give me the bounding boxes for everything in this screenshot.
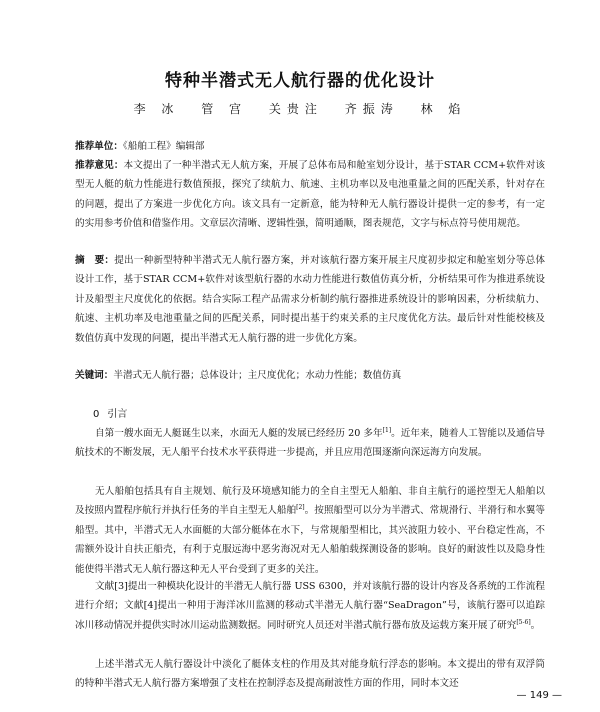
author-name: 齐振涛 [344,102,399,116]
author-name: 关贵注 [268,102,323,116]
paragraph-text: 。 [530,619,541,631]
section-title: 引言 [107,409,128,420]
body-paragraph-1 [75,424,545,463]
abstract-label: 摘 要： [75,255,115,266]
body-paragraph-2 [75,482,545,579]
author-name: 李 冰 [133,102,180,116]
recommend-unit-label: 推荐单位： [75,141,123,152]
recommend-opinion-label: 推荐意见： [75,160,124,171]
author-list [0,100,600,117]
recommend-unit [75,137,545,156]
abstract [75,251,545,348]
recommend-opinion [75,156,545,234]
paragraph-text: 上述半潜式无人航行器设计中淡化了艇体支柱的作用及其对能身航行浮态的影响。本文提出的带有双浮筒的特种半潜式无人航行器方案增强了支柱在控制浮态及提高耐波性方面的作用，同时本文还 [75,659,545,690]
body-paragraph-4 [75,655,545,694]
author-name: 管 宫 [201,102,248,116]
section-heading [93,405,127,420]
abstract-text: 提出一种新型特种半潜式无人航行器方案，并对该航行器方案开展主尺度初步拟定和舱室划分等总体设计工作，基于STAR CCM+软件对该型航行器的水动力性能进行数值仿真分析，分析结果可作为推进系统设计及船型主尺度优化的依据。结合实际工程产品需求分析制约航行器推进系统设计的影响因素，分析续航力、航速、主机功率及电池重量之间的匹配关系，同时提出基于约束关系的主尺度优化方法。最后针对性能校核及数值仿真中发现的问题，提出半潜式无人航行器的进一步优化方案。 [75,255,546,344]
recommend-opinion-text: 本文提出了一种半潜式无人航方案，开展了总体布局和舱室划分设计，基于STAR CCM+软件对该型无人艇的航力性能进行数值预报，探究了续航力、航速、主机功率以及电池重量之间的匹配关系，针对存在的问题，提出了方案进一步优化方向。该文具有一定新意，能为特种无人航行器设计提供一定的参考，有一定的实用参考价值和借鉴作用。文章层次清晰、逻辑性强，简明通顺，图表规范，文字与标点符号使用规范。 [75,160,545,230]
keywords-label: 关键词： [75,370,114,381]
recommend-unit-value: 《船舶工程》编辑部 [122,141,205,152]
paragraph-text: 。按照船型可以分为半潜式、常规滑行、半滑行和水翼等船型。其中，半潜式无人水面艇的大部分艇体在水下，与常规船型相比，其兴波阻力较小、平台稳定性高，不需额外设计自扶正船壳，有利于克服远海中恶劣海况对无人船舶载探测设备的影响。良好的耐波性以及隐身性能使得半潜式无人航行器这种无人平台受到了更多的关注。 [75,505,546,575]
author-name: 林 焰 [420,102,467,116]
section-number: 0 [93,409,100,420]
page-number: — 149 — [516,690,562,701]
citation: [1] [382,426,392,434]
paper-title: 特种半潜式无人航行器的优化设计 [165,71,435,91]
body-paragraph-3 [75,577,545,635]
paragraph-text: 自第一艘水面无人艇诞生以来，水面无人艇的发展已经经历 20 多年 [95,428,383,439]
paragraph-text: 文献[3]提出一种模块化设计的半潜无人航行器 USS 6300，并对该航行器的设计内容及各系统的工作流程进行介绍；文献[4]提出一种用于海洋冰川监测的移动式半潜无人航行器“SeaDragon”号，该航行器可以追踪冰川移动情况并提供实时冰川运动监测数据。同时研究人员还对半潜式航行器布放及运载方案开展了研究 [75,581,545,631]
keywords-text: 半潜式无人航行器；总体设计；主尺度优化；水动力性能；数值仿真 [113,370,402,381]
keywords [75,366,545,385]
citation: [2] [296,504,305,512]
paragraph-text: 无人船舶包括具有自主规划、航行及环境感知能力的全自主型无人船舶、非自主航行的遥控型无人船舶以及按照内置程序航行并执行任务的半自主型无人船舶 [75,486,545,517]
paragraph-text: 。近年来，随着人工智能以及通信导航技术的不断发展，无人船平台技术水平获得进一步提高，并且应用范围逐渐向深远海方向发展。 [75,428,545,459]
citation: [5-6] [516,618,531,626]
